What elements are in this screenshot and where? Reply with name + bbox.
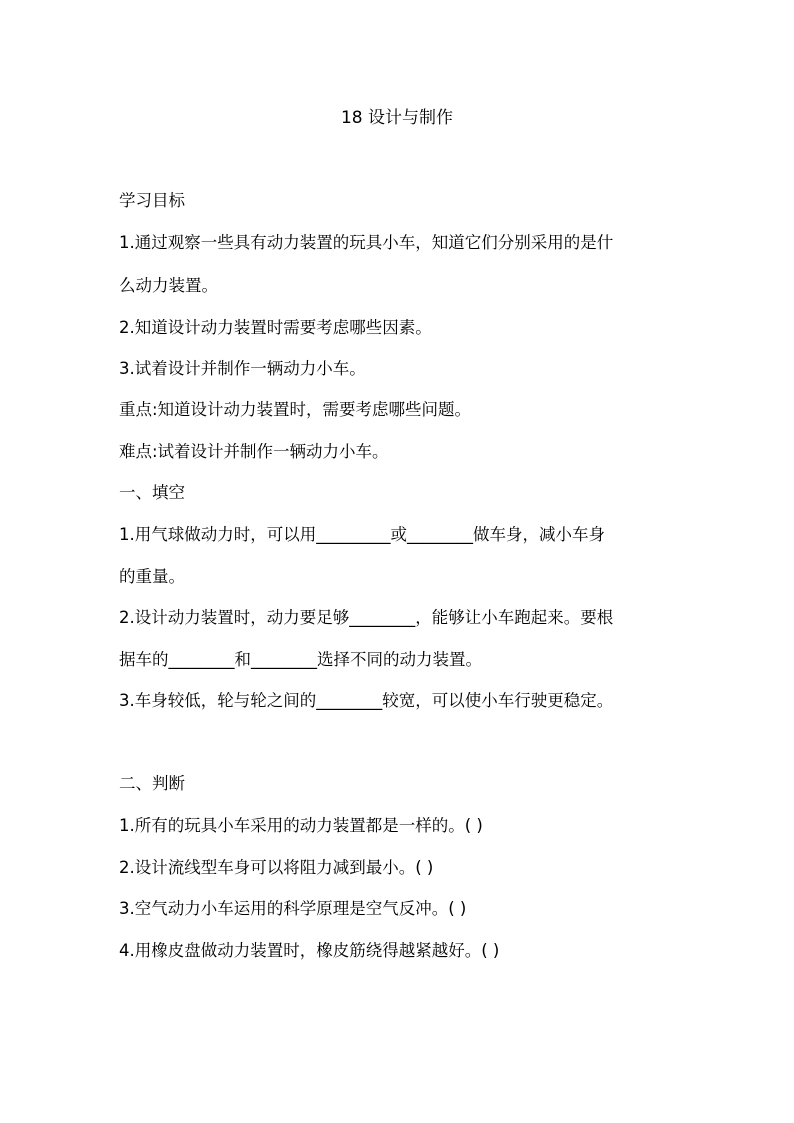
judge-q3: 3.空气动力小车运用的科学原理是空气反冲。( ) [119,899,467,918]
fill-blank-q3: 3.车身较低，轮与轮之间的________较宽，可以使小车行驶更稳定。 [119,691,614,710]
judge-q2: 2.设计流线型车身可以将阻力减到最小。( ) [119,858,434,877]
judge-q4: 4.用橡皮盘做动力装置时，橡皮筋绕得越紧越好。( ) [119,941,500,960]
fill-blank-q1-line-1: 1.用气球做动力时，可以用_________或________做车身，减小车身 [119,525,605,544]
judge-heading: 二、判断 [119,774,185,793]
key-point: 重点:知道设计动力装置时，需要考虑哪些问题。 [119,400,472,419]
objective-2: 2.知道设计动力装置时需要考虑哪些因素。 [119,318,432,337]
judge-q1: 1.所有的玩具小车采用的动力装置都是一样的。( ) [119,816,483,835]
objective-1-line-1: 1.通过观察一些具有动力装置的玩具小车，知道它们分别采用的是什 [119,233,614,252]
difficult-point: 难点:试着设计并制作一辆动力小车。 [119,442,389,461]
fill-blank-q2-line-2: 据车的________和________选择不同的动力装置。 [119,650,482,669]
fill-blank-q2-line-1: 2.设计动力装置时，动力要足够________，能够让小车跑起来。要根 [119,608,614,627]
page-title: 18 设计与制作 [340,108,454,128]
fill-blank-q1-line-2: 的重量。 [119,567,185,586]
objective-3: 3.试着设计并制作一辆动力小车。 [119,359,366,378]
objectives-heading: 学习目标 [119,191,185,210]
fill-blank-heading: 一、填空 [119,483,185,502]
objective-1-line-2: 么动力装置。 [119,276,218,295]
